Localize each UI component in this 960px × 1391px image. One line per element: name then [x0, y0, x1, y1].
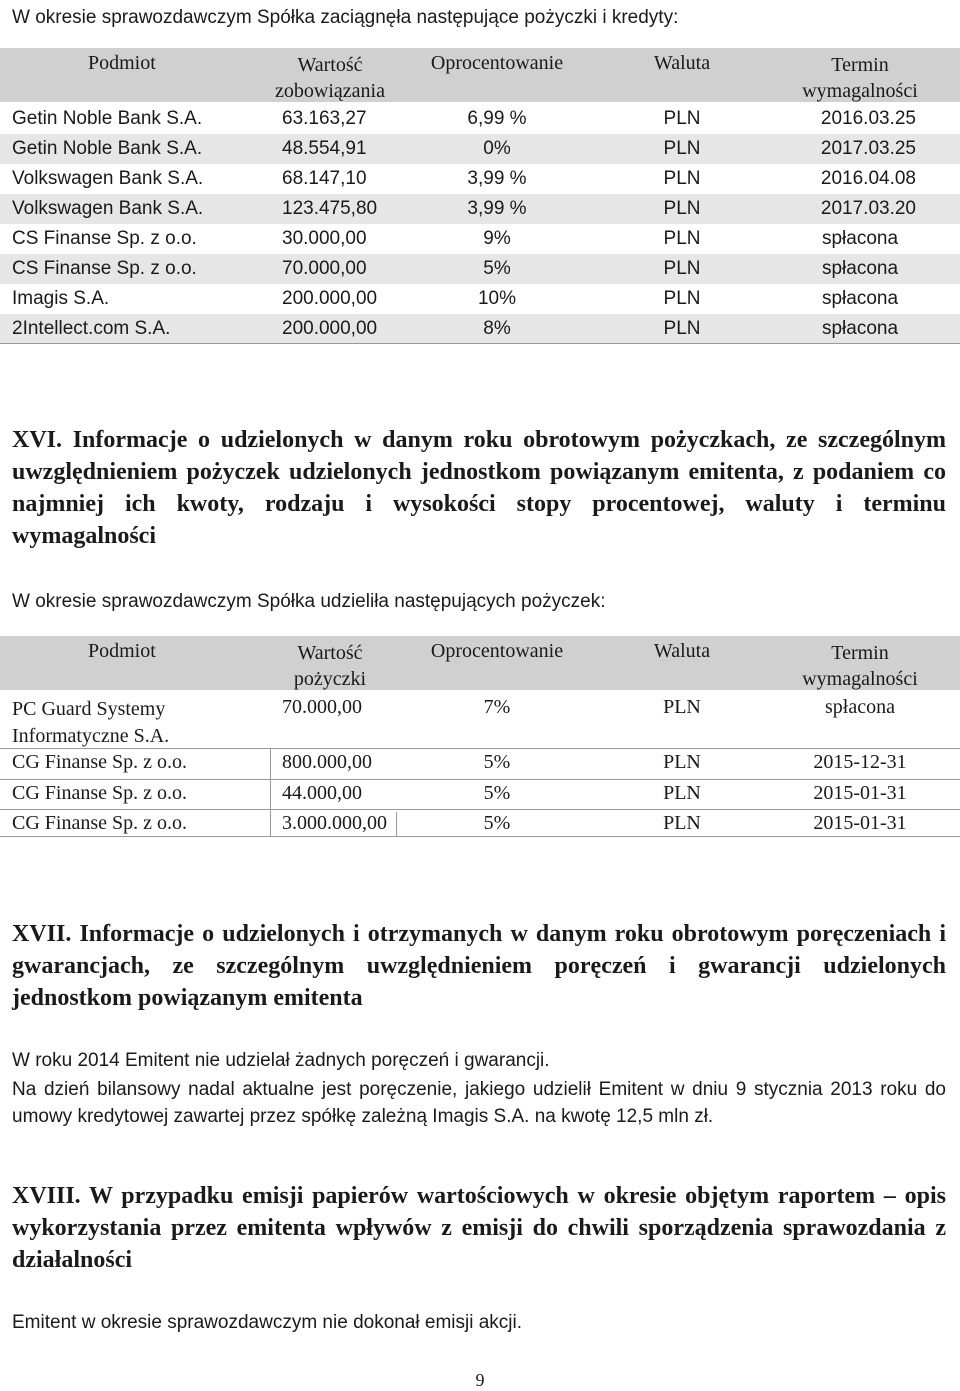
- table-row: [0, 692, 960, 746]
- table-row: [0, 194, 960, 224]
- cell-podmiot: CG Finanse Sp. z o.o.: [12, 782, 187, 804]
- cell-oprocentowanie: 0%: [483, 138, 511, 159]
- cell-waluta: PLN: [663, 812, 701, 834]
- header-oprocentowanie: Oprocentowanie: [430, 640, 564, 662]
- table-bottom-rule: [0, 836, 960, 837]
- cell-podmiot: Volkswagen Bank S.A.: [12, 168, 204, 189]
- section-xviii-heading: [12, 1180, 946, 1276]
- cell-podmiot: Getin Noble Bank S.A.: [12, 138, 203, 159]
- granted-loans-table: [0, 636, 960, 836]
- table-row: [0, 314, 960, 344]
- header-termin: Termin wymagalności: [802, 54, 918, 102]
- page-number: 9: [475, 1370, 485, 1390]
- cell-podmiot: Volkswagen Bank S.A.: [12, 198, 204, 219]
- col-rule: [396, 812, 397, 837]
- cell-podmiot: CS Finanse Sp. z o.o.: [12, 228, 197, 249]
- cell-wartosc: 44.000,00: [282, 782, 362, 804]
- section-xvii-number: XVII.: [12, 921, 72, 947]
- cell-wartosc: 800.000,00: [282, 751, 372, 773]
- cell-termin: 2017.03.20: [820, 198, 916, 219]
- cell-waluta: PLN: [663, 318, 701, 339]
- cell-waluta: PLN: [663, 138, 701, 159]
- cell-wartosc: 70.000,00: [282, 258, 367, 279]
- cell-podmiot: Imagis S.A.: [12, 288, 110, 309]
- cell-waluta: PLN: [663, 751, 701, 773]
- cell-wartosc: 68.147,10: [282, 168, 367, 189]
- cell-wartosc: 30.000,00: [282, 228, 367, 249]
- granted-intro: W okresie sprawozdawczym Spółka udzieliła następujących pożyczek:: [12, 591, 606, 612]
- cell-waluta: PLN: [663, 696, 701, 718]
- loans-intro: W okresie sprawozdawczym Spółka zaciągnęła następujące pożyczki i kredyty:: [12, 7, 679, 28]
- section-xvi-number: XVI.: [12, 427, 63, 453]
- cell-termin: 2016.04.08: [820, 168, 916, 189]
- cell-waluta: PLN: [663, 108, 701, 129]
- cell-termin: 2015-01-31: [813, 782, 907, 804]
- section-xviii-number: XVIII.: [12, 1183, 81, 1209]
- table-header: [0, 636, 960, 690]
- cell-oprocentowanie: 5%: [483, 258, 511, 279]
- cell-wartosc: 63.163,27: [282, 108, 367, 129]
- table-row: [0, 780, 960, 810]
- cell-termin: 2015-01-31: [813, 812, 907, 834]
- table-row: [0, 104, 960, 134]
- cell-termin: spłacona: [821, 288, 899, 309]
- cell-podmiot: CS Finanse Sp. z o.o.: [12, 258, 197, 279]
- table-row: [0, 749, 960, 779]
- section-xvii-para1: W roku 2014 Emitent nie udzielał żadnych poręczeń i gwarancji.: [12, 1050, 550, 1071]
- cell-waluta: PLN: [663, 168, 701, 189]
- table-row: [0, 254, 960, 284]
- cell-oprocentowanie: 6,99 %: [467, 108, 527, 129]
- cell-oprocentowanie: 7%: [483, 696, 511, 718]
- cell-oprocentowanie: 3,99 %: [467, 198, 527, 219]
- col-rule: [270, 748, 271, 837]
- cell-wartosc: 48.554,91: [282, 138, 367, 159]
- cell-wartosc: 200.000,00: [282, 318, 378, 339]
- section-xviii-para: Emitent w okresie sprawozdawczym nie dokonał emisji akcji.: [12, 1312, 523, 1333]
- header-waluta: Waluta: [653, 640, 711, 662]
- cell-podmiot: Getin Noble Bank S.A.: [12, 108, 203, 129]
- cell-waluta: PLN: [663, 228, 701, 249]
- section-xvi-title: Informacje o udzielonych w danym roku obrotowym pożyczkach, ze szczególnym uwzględnieniem pożyczek udzielonych jednostkom powiązanym emitenta, z podaniem co najmniej ich kwoty, rodzaju i wysokości stopy procentowej, waluty i terminu wymagalności: [12, 427, 946, 549]
- cell-oprocentowanie: 9%: [483, 228, 511, 249]
- table-row: [0, 164, 960, 194]
- table-row: [0, 224, 960, 254]
- cell-termin: spłacona: [825, 696, 895, 718]
- cell-oprocentowanie: 5%: [483, 751, 511, 773]
- section-xviii-title: W przypadku emisji papierów wartościowych w okresie objętym raportem – opis wykorzystania przez emitenta wpływów z emisji do chwili sporządzenia sprawozdania z działalności: [12, 1183, 946, 1273]
- section-xvi-heading: [12, 424, 946, 552]
- cell-podmiot: PC Guard Systemy Informatyczne S.A.: [12, 698, 170, 747]
- section-xvii-title: Informacje o udzielonych i otrzymanych w danym roku obrotowym poręczeniach i gwarancjach, ze szczególnym uwzględnieniem poręczeń i gwarancji udzielonych jednostkom powiązanym emitenta: [12, 921, 947, 1011]
- cell-waluta: PLN: [663, 258, 701, 279]
- cell-termin: spłacona: [821, 258, 899, 279]
- header-termin: Termin wymagalności: [802, 642, 918, 690]
- cell-termin: 2015-12-31: [813, 751, 907, 773]
- cell-oprocentowanie: 5%: [483, 782, 511, 804]
- section-xvii-para2: Na dzień bilansowy nadal aktualne jest poręczenie, jakiego udzielił Emitent w dniu 9 stycznia 2013 roku do umowy kredytowej zawartej przez spółkę zależną Imagis S.A. na kwotę 12,5 mln zł.: [12, 1079, 946, 1127]
- cell-waluta: PLN: [663, 198, 701, 219]
- table-header: [0, 48, 960, 102]
- cell-wartosc: 200.000,00: [282, 288, 378, 309]
- cell-termin: spłacona: [821, 318, 899, 339]
- cell-waluta: PLN: [663, 782, 701, 804]
- header-podmiot: Podmiot: [88, 52, 156, 74]
- table-bottom-rule: [0, 343, 960, 344]
- cell-termin: 2017.03.25: [820, 138, 916, 159]
- loans-table: [0, 48, 960, 343]
- cell-oprocentowanie: 3,99 %: [467, 168, 527, 189]
- cell-wartosc: 123.475,80: [282, 198, 378, 219]
- cell-waluta: PLN: [663, 288, 701, 309]
- section-xvii-heading: [12, 918, 946, 1014]
- cell-oprocentowanie: 10%: [477, 288, 517, 309]
- header-wartosc: Wartość zobowiązania: [275, 54, 385, 102]
- header-oprocentowanie: Oprocentowanie: [430, 52, 564, 74]
- cell-termin: spłacona: [821, 228, 899, 249]
- cell-podmiot: CG Finanse Sp. z o.o.: [12, 812, 187, 834]
- cell-podmiot: CG Finanse Sp. z o.o.: [12, 751, 187, 773]
- cell-termin: 2016.03.25: [820, 108, 916, 129]
- table-row: [0, 134, 960, 164]
- table-row: [0, 284, 960, 314]
- header-wartosc: Wartość pożyczki: [293, 642, 367, 690]
- cell-oprocentowanie: 8%: [483, 318, 511, 339]
- cell-wartosc: 70.000,00: [282, 696, 362, 718]
- cell-podmiot: 2Intellect.com S.A.: [12, 318, 171, 339]
- cell-wartosc: 3.000.000,00: [282, 812, 387, 834]
- header-waluta: Waluta: [653, 52, 711, 74]
- header-podmiot: Podmiot: [88, 640, 156, 662]
- cell-oprocentowanie: 5%: [483, 812, 511, 834]
